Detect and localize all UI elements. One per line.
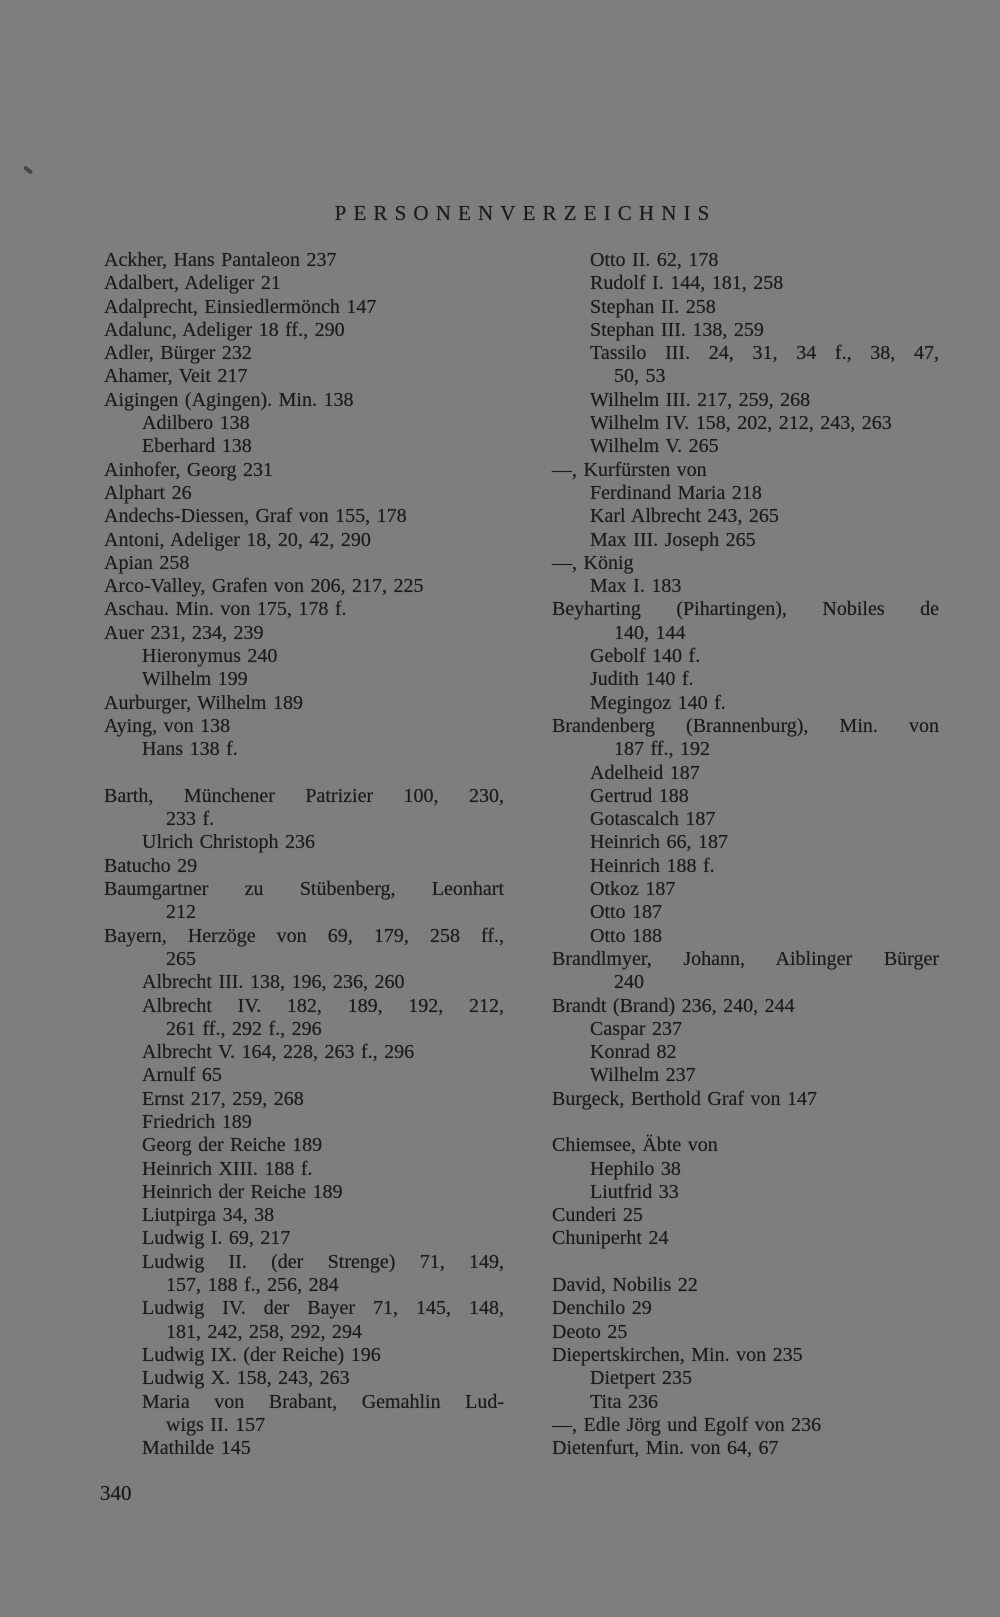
index-entry-line: Bayern, Herzöge von 69, 179, 258 ff.,	[104, 924, 504, 947]
index-entry-line: Dietpert 235	[590, 1367, 693, 1390]
index-entry-line: 233 f.	[166, 808, 215, 831]
index-entry-line: Ainhofer, Georg 231	[104, 458, 274, 481]
index-entry-line: Alphart 26	[104, 481, 192, 504]
index-entry-line: Wilhelm 237	[590, 1064, 696, 1087]
index-entry-line: Ludwig IV. der Bayer 71, 145, 148,	[142, 1297, 504, 1320]
index-entry-line: Chiemsee, Äbte von	[552, 1134, 718, 1157]
index-entry-line: Hans 138 f.	[142, 738, 238, 761]
index-entry-line: 157, 188 f., 256, 284	[166, 1274, 339, 1297]
index-entry-line: Apian 258	[104, 551, 190, 574]
index-entry-line: Megingoz 140 f.	[590, 691, 726, 714]
index-entry-line: Dietenfurt, Min. von 64, 67	[552, 1437, 779, 1460]
index-entry-line: Ludwig I. 69, 217	[142, 1227, 291, 1250]
index-entry-line: Rudolf I. 144, 181, 258	[590, 272, 784, 295]
index-entry-line: —, Kurfürsten von	[552, 458, 707, 481]
index-entry-line: Wilhelm 199	[142, 668, 248, 691]
index-entry-line: Tassilo III. 24, 31, 34 f., 38, 47,	[590, 342, 939, 365]
index-entry-line: Ludwig II. (der Strenge) 71, 149,	[142, 1250, 504, 1273]
index-entry-line: Diepertskirchen, Min. von 235	[552, 1343, 803, 1366]
index-entry-line: Burgeck, Berthold Graf von 147	[552, 1087, 818, 1110]
index-entry-line: Konrad 82	[590, 1041, 677, 1064]
index-entry-line: Heinrich 188 f.	[590, 854, 715, 877]
index-entry-line: Ahamer, Veit 217	[104, 365, 248, 388]
index-entry-line: Ackher, Hans Pantaleon 237	[104, 249, 337, 271]
index-entry-line: Judith 140 f.	[590, 668, 694, 691]
index-entry-line: Wilhelm V. 265	[590, 435, 719, 458]
index-entry-line: Otto 188	[590, 924, 663, 947]
index-entry-line: Mathilde 145	[142, 1437, 251, 1460]
index-entry-line: Adelheid 187	[590, 761, 700, 784]
index-entry-line: Stephan III. 138, 259	[590, 318, 764, 341]
index-entry-line: Otto II. 62, 178	[590, 249, 719, 271]
index-entry-line: Heinrich XIII. 188 f.	[142, 1157, 313, 1180]
page-title: PERSONENVERZEICHNIS	[334, 201, 717, 225]
index-entry-line: Heinrich der Reiche 189	[142, 1180, 343, 1203]
index-entry-line: Denchilo 29	[552, 1297, 652, 1320]
index-entry-line: 240	[614, 971, 644, 994]
index-column-left	[104, 249, 504, 1460]
index-entry-line: Adalunc, Adeliger 18 ff., 290	[104, 318, 345, 341]
index-entry-line: Beyharting (Pihartingen), Nobiles de	[552, 598, 939, 621]
index-entry-line: David, Nobilis 22	[552, 1274, 698, 1297]
index-column-right	[552, 249, 939, 1460]
index-entry-line: Aschau. Min. von 175, 178 f.	[104, 598, 347, 621]
index-entry-line: Otkoz 187	[590, 878, 676, 901]
index-entry-line: Liutpirga 34, 38	[142, 1204, 275, 1227]
index-entry-line: Deoto 25	[552, 1320, 628, 1343]
index-entry-line: Ferdinand Maria 218	[590, 481, 762, 504]
index-entry-line: Georg der Reiche 189	[142, 1134, 323, 1157]
index-entry-line: Wilhelm IV. 158, 202, 212, 243, 263	[590, 412, 892, 435]
index-entry-line: Ludwig X. 158, 243, 263	[142, 1367, 350, 1390]
index-entry-line: Barth, Münchener Patrizier 100, 230,	[104, 784, 504, 807]
index-entry-line: Cunderi 25	[552, 1204, 643, 1227]
scan-speck-artifact	[23, 165, 33, 174]
index-entry-line: Aying, von 138	[104, 714, 231, 737]
index-entry-line: Stephan II. 258	[590, 295, 716, 318]
index-entry-line: Baumgartner zu Stübenberg, Leonhart	[104, 878, 504, 901]
index-entry-line: Albrecht III. 138, 196, 236, 260	[142, 971, 405, 994]
index-entry-line: Liutfrid 33	[590, 1180, 679, 1203]
index-entry-line: Caspar 237	[590, 1017, 683, 1040]
index-entry-line: Gertrud 188	[590, 784, 689, 807]
index-entry-line: Brandenberg (Brannenburg), Min. von	[552, 714, 939, 737]
index-entry-line: Brandlmyer, Johann, Aiblinger Bürger	[552, 947, 939, 970]
page-number: 340	[100, 1481, 132, 1505]
index-entry-line: Ludwig IX. (der Reiche) 196	[142, 1343, 381, 1366]
index-entry-line: Adalbert, Adeliger 21	[104, 272, 281, 295]
index-entry-line: Ernst 217, 259, 268	[142, 1087, 304, 1110]
index-entry-line: Wilhelm III. 217, 259, 268	[590, 388, 811, 411]
index-entry-line: Antoni, Adeliger 18, 20, 42, 290	[104, 528, 371, 551]
index-entry-line: Chuniperht 24	[552, 1227, 669, 1250]
index-entry-line: 181, 242, 258, 292, 294	[166, 1320, 362, 1343]
index-entry-line: Karl Albrecht 243, 265	[590, 505, 779, 528]
index-entry-line: Eberhard 138	[142, 435, 252, 458]
index-entry-line: Hephilo 38	[590, 1157, 681, 1180]
index-entry-line: Auer 231, 234, 239	[104, 621, 264, 644]
index-entry-line: —, Edle Jörg und Egolf von 236	[552, 1413, 822, 1436]
index-entry-line: 140, 144	[614, 621, 686, 644]
index-entry-line: Friedrich 189	[142, 1110, 252, 1133]
index-entry-line: Arnulf 65	[142, 1064, 222, 1087]
index-entry-line: Albrecht IV. 182, 189, 192, 212,	[142, 994, 504, 1017]
index-entry-line: Ulrich Christoph 236	[142, 831, 315, 854]
index-entry-line: Hieronymus 240	[142, 645, 278, 668]
index-entry-line: Gebolf 140 f.	[590, 645, 701, 668]
index-entry-line: Albrecht V. 164, 228, 263 f., 296	[142, 1041, 415, 1064]
index-entry-line: Otto 187	[590, 901, 663, 924]
index-entry-line: Max I. 183	[590, 575, 682, 598]
index-entry-line: Max III. Joseph 265	[590, 528, 756, 551]
index-entry-line: Brandt (Brand) 236, 240, 244	[552, 994, 795, 1017]
index-entry-line: Heinrich 66, 187	[590, 831, 728, 854]
index-entry-line: Aigingen (Agingen). Min. 138	[104, 388, 354, 411]
index-entry-line: 265	[166, 947, 196, 970]
index-entry-line: Adilbero 138	[142, 412, 250, 435]
index-entry-line: —, König	[552, 551, 634, 574]
index-entry-line: Adler, Bürger 232	[104, 342, 252, 365]
index-entry-line: Arco-Valley, Grafen von 206, 217, 225	[104, 575, 424, 598]
index-entry-line: Andechs-Diessen, Graf von 155, 178	[104, 505, 407, 528]
index-entry-line: Tita 236	[590, 1390, 659, 1413]
index-entry-line: 212	[166, 901, 196, 924]
index-entry-line: Maria von Brabant, Gemahlin Lud-	[142, 1390, 504, 1413]
index-entry-line: Gotascalch 187	[590, 808, 716, 831]
index-entry-line: 50, 53	[614, 365, 666, 388]
index-entry-line: 261 ff., 292 f., 296	[166, 1017, 322, 1040]
index-entry-line: Adalprecht, Einsiedlermönch 147	[104, 295, 377, 318]
index-entry-line: 187 ff., 192	[614, 738, 710, 761]
index-entry-line: wigs II. 157	[166, 1413, 266, 1436]
index-entry-line: Batucho 29	[104, 854, 198, 877]
index-entry-line: Aurburger, Wilhelm 189	[104, 691, 303, 714]
